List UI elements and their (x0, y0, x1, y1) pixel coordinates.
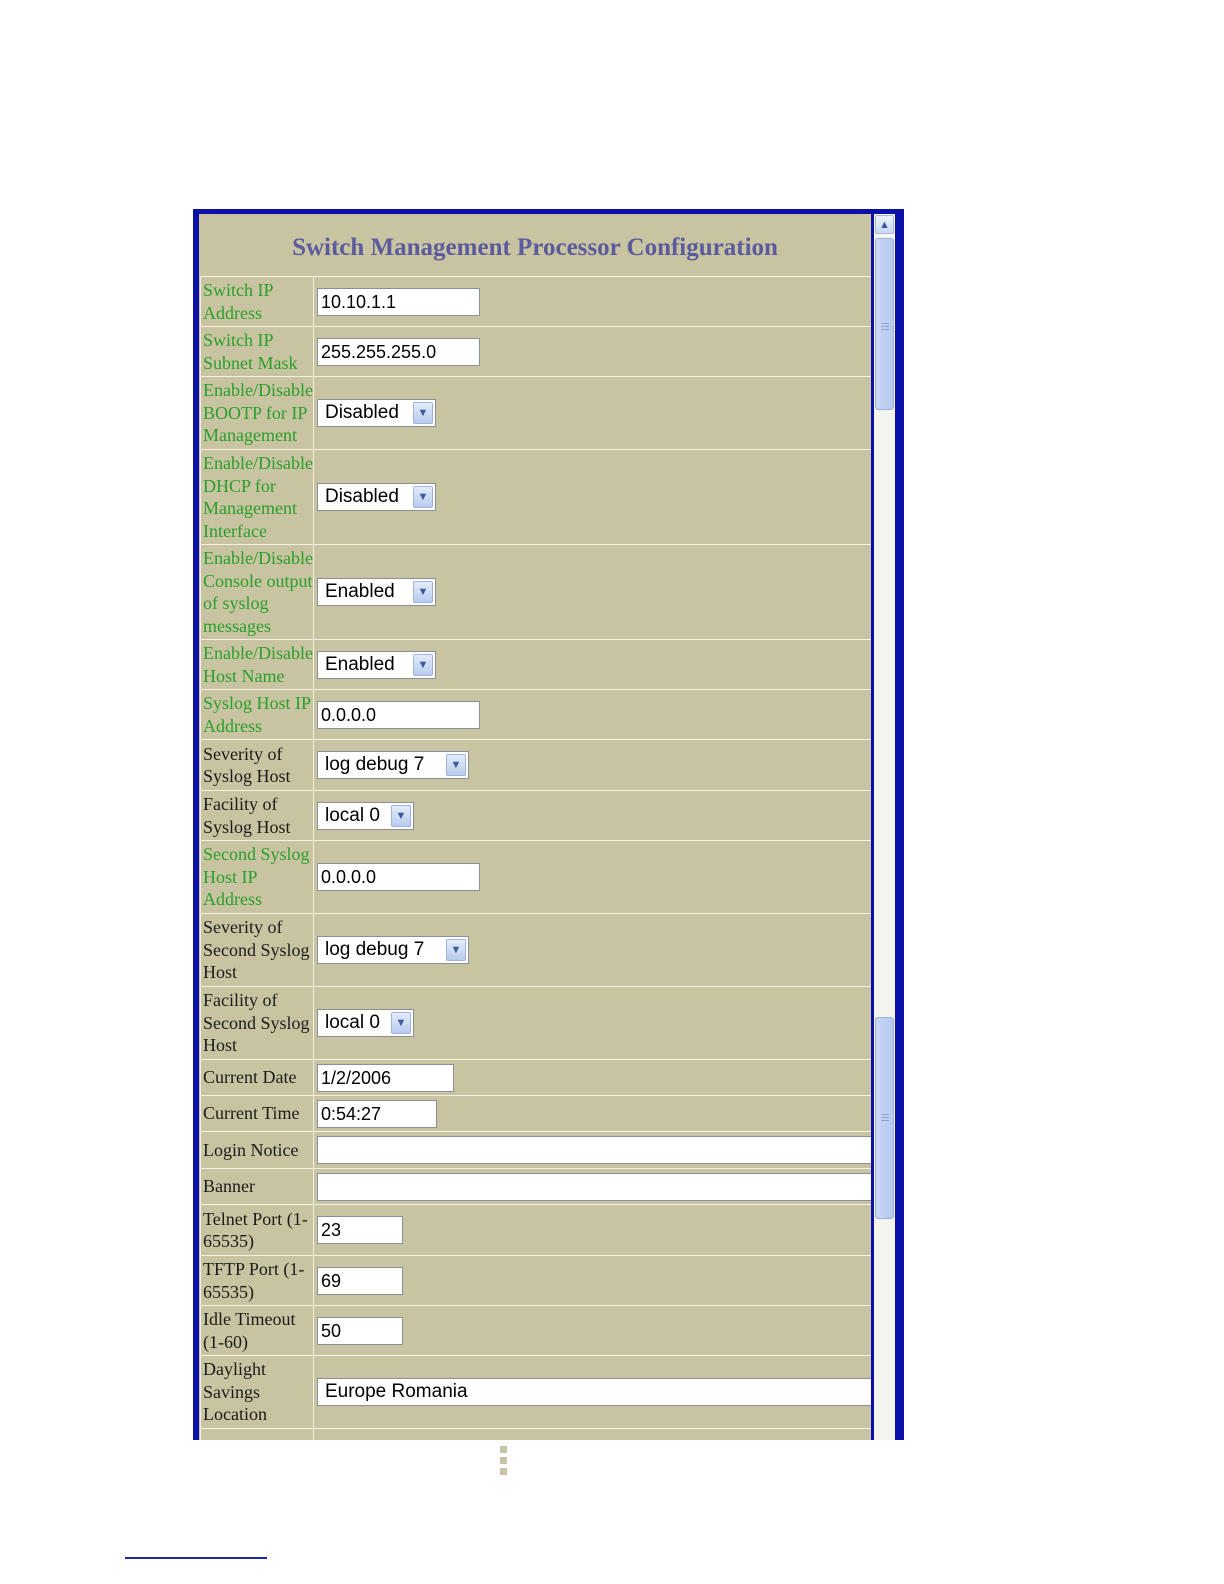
chevron-down-icon[interactable]: ▼ (391, 1012, 411, 1034)
row-second-syslog-ip (201, 841, 872, 914)
console-syslog-select[interactable] (317, 578, 436, 606)
row-tftp-port (201, 1256, 872, 1306)
idle-timeout-label: Idle Timeout (1-60) (201, 1306, 314, 1356)
row-telnet-port (201, 1205, 872, 1256)
vertical-scrollbar[interactable] (874, 214, 895, 1440)
second-facility-selected: local 0 (324, 1012, 380, 1033)
row-switch-ip (201, 277, 872, 327)
chevron-down-icon[interactable]: ▼ (413, 581, 433, 603)
config-table (200, 276, 871, 1440)
tftp-port-input[interactable]: 69 (317, 1267, 403, 1295)
syslog-host-ip-label: Syslog Host IP Address (201, 690, 314, 740)
chevron-down-icon[interactable]: ▼ (446, 939, 466, 961)
dhcp-label: Enable/Disable DHCP for Management Interface (201, 450, 314, 545)
second-syslog-ip-input[interactable]: 0.0.0.0 (317, 863, 480, 891)
current-time-label: Current Time (201, 1096, 314, 1132)
row-current-time (201, 1096, 872, 1132)
host-name-label: Enable/Disable Host Name (201, 640, 314, 690)
second-severity-selected: log debug 7 (324, 939, 425, 960)
second-syslog-ip-label: Second Syslog Host IP Address (201, 841, 314, 914)
chevron-up-icon[interactable]: ▲ (875, 215, 894, 234)
telnet-port-input[interactable]: 23 (317, 1216, 403, 1244)
row-syslog-host-ip (201, 690, 872, 740)
bootp-label: Enable/Disable BOOTP for IP Management (201, 377, 314, 450)
row-bootp (201, 377, 872, 450)
second-severity-label: Severity of Second Syslog Host (201, 914, 314, 987)
console-syslog-selected: Enabled (324, 581, 395, 602)
switch-ip-input[interactable]: 10.10.1.1 (317, 288, 480, 316)
bootp-selected: Disabled (324, 402, 399, 423)
syslog-host-ip-input[interactable]: 0.0.0.0 (317, 701, 480, 729)
continuation-dots (500, 1446, 507, 1479)
row-login-notice (201, 1132, 872, 1169)
login-notice-label: Login Notice (201, 1132, 314, 1169)
dhcp-select[interactable] (317, 483, 436, 511)
row-cut-off (201, 1429, 872, 1441)
dst-location-label: Daylight Savings Location (201, 1356, 314, 1429)
idle-timeout-input[interactable]: 50 (317, 1317, 403, 1345)
syslog-facility-selected: local 0 (324, 804, 380, 826)
current-date-input[interactable]: 1/2/2006 (317, 1064, 454, 1092)
footer-rule (125, 1557, 267, 1559)
console-syslog-label: Enable/Disable Console output of syslog messages (201, 545, 314, 640)
syslog-severity-select[interactable] (317, 751, 469, 779)
login-notice-input[interactable] (317, 1136, 871, 1164)
scrollbar-thumb-top[interactable] (875, 238, 894, 410)
second-severity-select[interactable] (317, 936, 469, 964)
row-syslog-facility (201, 791, 872, 841)
banner-label: Banner (201, 1169, 314, 1205)
row-banner (201, 1169, 872, 1205)
config-panel (199, 214, 871, 1440)
tftp-port-label: TFTP Port (1-65535) (201, 1256, 314, 1306)
switch-ip-label: Switch IP Address (201, 277, 314, 327)
chevron-down-icon[interactable]: ▼ (413, 486, 433, 508)
scrollbar-thumb-bottom[interactable] (875, 1017, 894, 1219)
row-host-name (201, 640, 872, 690)
bootp-select[interactable] (317, 399, 436, 427)
row-console-syslog (201, 545, 872, 640)
host-name-select[interactable] (317, 651, 436, 679)
chevron-down-icon[interactable]: ▼ (391, 805, 411, 827)
dst-location-select[interactable] (317, 1378, 871, 1406)
syslog-severity-label: Severity of Syslog Host (201, 740, 314, 791)
row-current-date (201, 1060, 872, 1096)
syslog-facility-label: Facility of Syslog Host (201, 791, 314, 841)
syslog-facility-select[interactable] (317, 802, 414, 830)
page-title: Switch Management Processor Configuration (292, 234, 778, 261)
row-syslog-severity (201, 740, 872, 791)
current-date-label: Current Date (201, 1060, 314, 1096)
second-facility-label: Facility of Second Syslog Host (201, 987, 314, 1060)
subnet-mask-input[interactable]: 255.255.255.0 (317, 338, 480, 366)
subnet-mask-label: Switch IP Subnet Mask (201, 327, 314, 377)
row-dst-location (201, 1356, 872, 1429)
row-second-facility (201, 987, 872, 1060)
syslog-severity-selected: log debug 7 (324, 754, 425, 775)
row-second-severity (201, 914, 872, 987)
row-subnet-mask (201, 327, 872, 377)
row-idle-timeout (201, 1306, 872, 1356)
host-name-selected: Enabled (324, 653, 395, 675)
browser-frame (193, 209, 904, 1440)
second-facility-select[interactable] (317, 1009, 414, 1037)
dhcp-selected: Disabled (324, 486, 399, 507)
chevron-down-icon[interactable]: ▼ (413, 402, 433, 424)
chevron-down-icon[interactable]: ▼ (446, 754, 466, 776)
chevron-down-icon[interactable]: ▼ (413, 654, 433, 676)
telnet-port-label: Telnet Port (1-65535) (201, 1205, 314, 1256)
banner-input[interactable] (317, 1173, 871, 1201)
current-time-input[interactable]: 0:54:27 (317, 1100, 437, 1128)
row-dhcp (201, 450, 872, 545)
dst-location-selected: Europe Romania (324, 1381, 468, 1402)
